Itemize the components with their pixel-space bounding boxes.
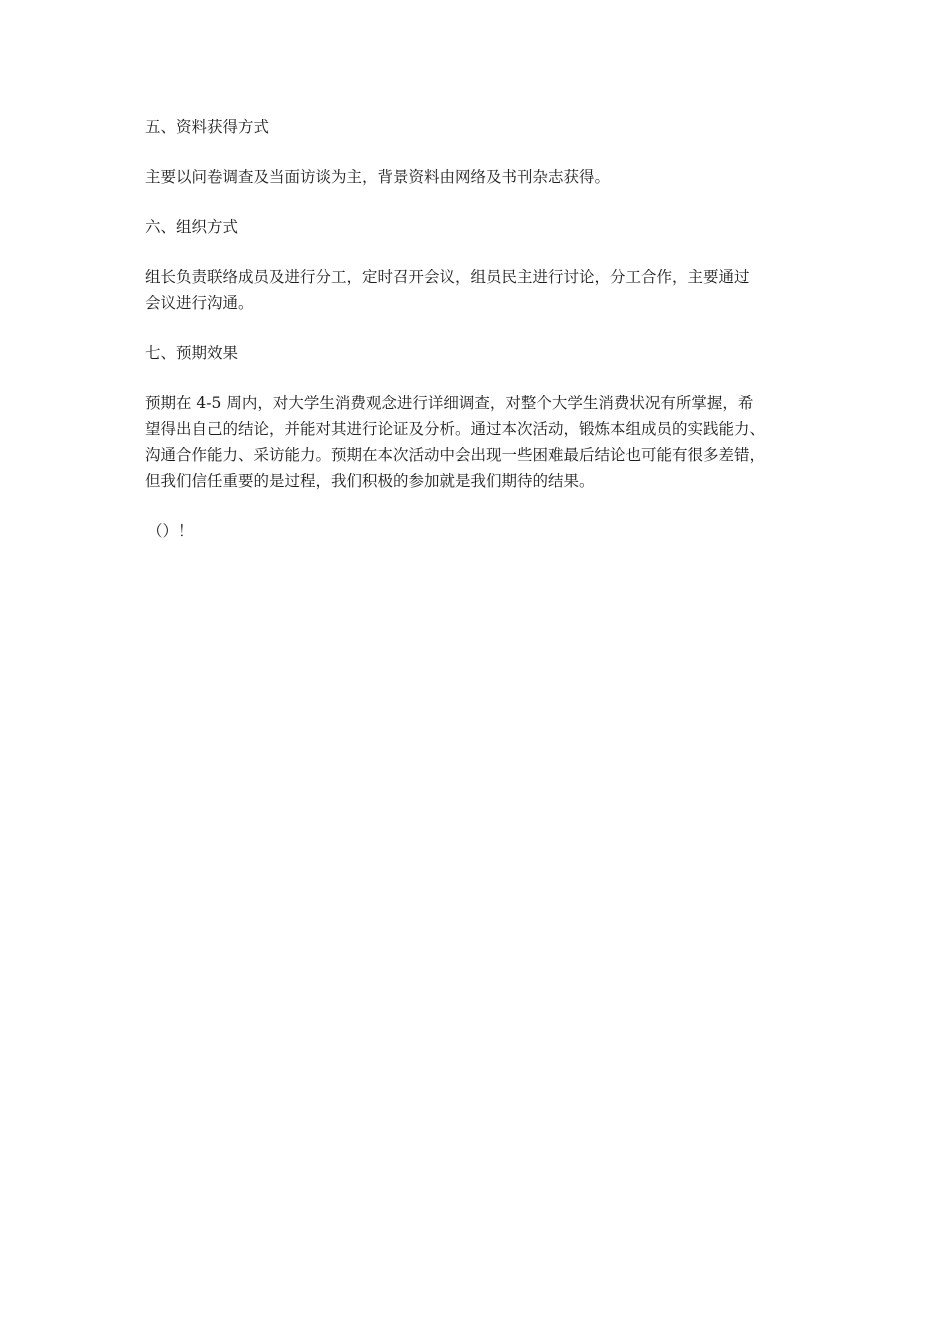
section-paragraph-materials (145, 164, 810, 190)
section-heading-organization: 六、组织方式 (145, 218, 239, 236)
paragraph-line: 预期在 4-5 周内，对大学生消费观念进行详细调查，对整个大学生消费状况有所掌握，希 (145, 394, 754, 412)
closing-mark: （）！ (147, 522, 194, 540)
paragraph-line: 但我们信任重要的是过程，我们积极的参加就是我们期待的结果。 (145, 472, 595, 490)
paragraph-line: 主要以问卷调查及当面访谈为主，背景资料由网络及书刊杂志获得。 (145, 168, 611, 186)
document-body (145, 114, 810, 544)
paragraph-line: 望得出自己的结论，并能对其进行论证及分析。通过本次活动，锻炼本组成员的实践能力、 (145, 420, 766, 438)
paragraph-line: 会议进行沟通。 (145, 294, 254, 312)
paragraph-line: 组长负责联络成员及进行分工，定时召开会议，组员民主进行讨论，分工合作，主要通过 (145, 268, 750, 286)
section-heading-expected-results: 七、预期效果 (145, 344, 239, 362)
paragraph-line: 沟通合作能力、采访能力。预期在本次活动中会出现一些困难最后结论也可能有很多差错， (145, 446, 766, 464)
section-heading-materials: 五、资料获得方式 (145, 118, 270, 136)
section-paragraph-organization (145, 264, 810, 316)
section-paragraph-expected-results (145, 390, 810, 494)
